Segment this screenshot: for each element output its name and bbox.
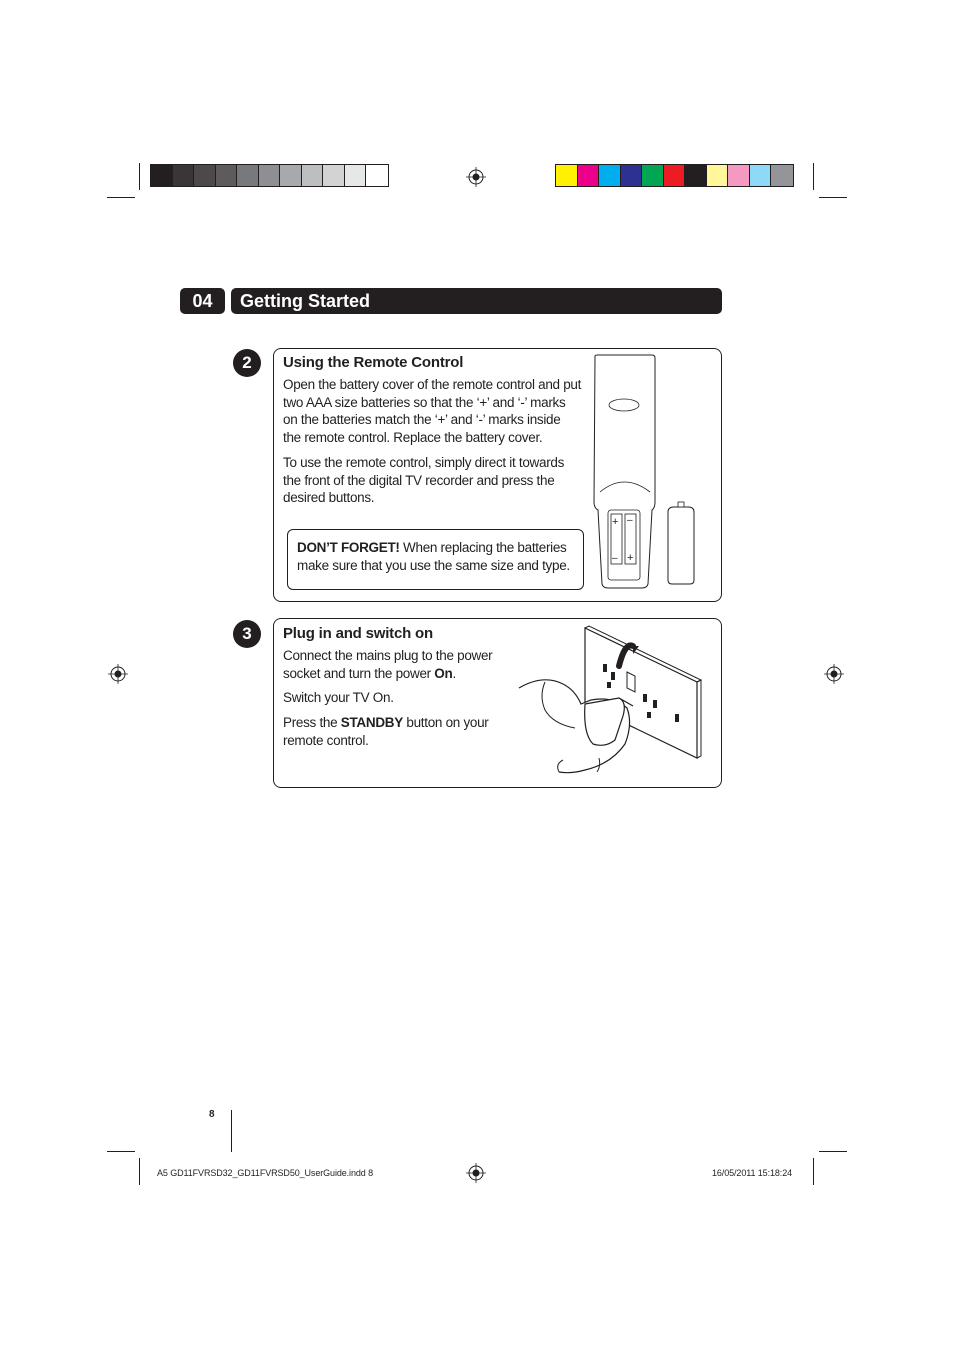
color-swatch xyxy=(728,165,750,186)
plug-socket-icon xyxy=(515,624,705,776)
section-number: 04 xyxy=(180,288,225,314)
registration-mark-icon xyxy=(108,664,128,684)
svg-text:+: + xyxy=(627,552,634,564)
svg-text:–: – xyxy=(627,515,633,526)
color-swatch xyxy=(621,165,643,186)
color-swatch xyxy=(771,165,793,186)
tip-text: When replacing the batteries xyxy=(399,540,567,555)
color-swatch xyxy=(259,165,281,186)
registration-mark-icon xyxy=(824,664,844,684)
plug-instructions xyxy=(283,647,492,682)
step-title: Plug in and switch on xyxy=(283,625,433,642)
text-run: socket and turn the power xyxy=(283,665,435,681)
process-color-bar xyxy=(555,164,794,187)
color-swatch xyxy=(323,165,345,186)
svg-text:–: – xyxy=(612,553,618,564)
remote-battery-icon xyxy=(590,352,700,592)
step-number-badge: 3 xyxy=(233,620,261,648)
color-swatch xyxy=(599,165,621,186)
text-line: Connect the mains plug to the power xyxy=(283,648,493,663)
step-title: Using the Remote Control xyxy=(283,354,464,371)
color-swatch xyxy=(194,165,216,186)
usage-instructions xyxy=(283,454,564,507)
color-swatch xyxy=(216,165,238,186)
text-line: the front of the digital TV recorder and press the xyxy=(283,472,555,488)
footer-filename: A5 GD11FVRSD32_GD11FVRSD50_UserGuide.indd 8 xyxy=(157,1168,373,1178)
color-swatch xyxy=(302,165,324,186)
color-swatch xyxy=(237,165,259,186)
footer-timestamp: 16/05/2011 15:18:24 xyxy=(712,1168,793,1178)
color-swatch xyxy=(685,165,707,186)
color-swatch xyxy=(664,165,686,186)
svg-text:+: + xyxy=(612,516,619,528)
text-line xyxy=(283,714,489,732)
color-swatch xyxy=(345,165,367,186)
switch-tv-text: Switch your TV On. xyxy=(283,690,394,705)
color-swatch xyxy=(642,165,664,186)
battery-instructions xyxy=(283,376,581,447)
text-line: two AAA size batteries so that the ‘+’ and ‘-’ marks xyxy=(283,394,566,410)
text-line: remote control. xyxy=(283,732,369,748)
section-title: Getting Started xyxy=(231,288,722,314)
text-line: the remote control. Replace the battery cover. xyxy=(283,430,543,446)
standby-instructions xyxy=(283,714,489,749)
color-swatch xyxy=(280,165,302,186)
text-run-bold: STANDBY xyxy=(340,715,403,730)
color-swatch xyxy=(366,165,388,186)
color-swatch xyxy=(556,165,578,186)
color-swatch xyxy=(707,165,729,186)
text-run: . xyxy=(452,665,456,681)
grayscale-color-bar xyxy=(150,164,389,187)
text-line xyxy=(283,665,492,683)
step-number-badge: 2 xyxy=(233,349,261,377)
color-swatch xyxy=(173,165,195,186)
text-run-bold: On xyxy=(434,665,453,681)
text-line: desired buttons. xyxy=(283,490,375,506)
color-swatch xyxy=(578,165,600,186)
color-swatch xyxy=(151,165,173,186)
text-line: Open the battery cover of the remote control and put xyxy=(283,377,582,392)
registration-mark-icon xyxy=(466,167,486,187)
dont-forget-tip xyxy=(287,529,584,590)
page-number: 8 xyxy=(209,1109,215,1120)
text-line: on the batteries match the ‘+’ and ‘-’ marks inside xyxy=(283,412,561,428)
text-line: To use the remote control, simply direct it towards xyxy=(283,455,565,470)
tip-label: DON’T FORGET! xyxy=(297,540,400,555)
text-run: Press the xyxy=(283,715,341,730)
tip-text: make sure that you use the same size and type. xyxy=(297,558,570,573)
text-run: button on your xyxy=(402,715,489,730)
registration-mark-icon xyxy=(466,1163,486,1183)
color-swatch xyxy=(750,165,772,186)
